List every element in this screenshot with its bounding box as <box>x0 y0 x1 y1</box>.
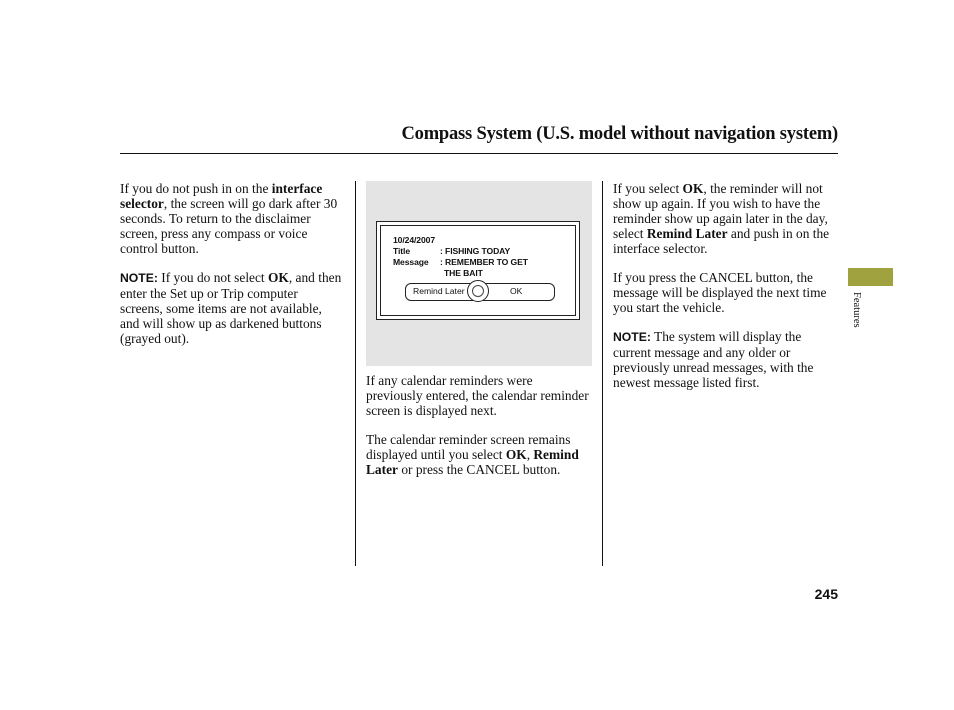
section-tab <box>848 268 893 286</box>
column-1 <box>120 181 342 360</box>
screen-illustration <box>366 181 592 366</box>
column-2 <box>366 373 592 491</box>
interface-selector-knob-icon <box>467 280 489 302</box>
remind-later-button[interactable]: Remind Later <box>413 286 465 296</box>
message-line-1: : REMEMBER TO GET <box>440 257 528 267</box>
paragraph: If any calendar reminders were previously entered, the calendar reminder screen is displayed next. <box>366 373 589 418</box>
reminder-date: 10/24/2007 <box>393 235 436 245</box>
page-title: Compass System (U.S. model without navigation system) <box>401 124 838 144</box>
column-divider <box>602 181 603 566</box>
paragraph: If you do not push in on the interface selector, the screen will go dark after 30 seconds. To return to the disclaimer screen, press any compass or voice control button. <box>120 181 338 256</box>
ok-button[interactable]: OK <box>510 286 523 296</box>
message-label: Message <box>393 257 429 267</box>
note-label: NOTE: <box>613 330 651 344</box>
column-divider <box>355 181 356 566</box>
title-rule <box>120 153 838 154</box>
paragraph: If you select OK, the reminder will not show up again. If you wish to have the reminder show up again later in the day, select Remind Later and push in on the interface selector. <box>613 181 830 256</box>
column-3 <box>613 181 840 404</box>
title-label: Title <box>393 246 411 256</box>
title-value: : FISHING TODAY <box>440 246 511 256</box>
note-paragraph: NOTE: If you do not select OK, and then enter the Set up or Trip computer screens, some items are not available, and will show up as darkened buttons (grayed out). <box>120 270 342 346</box>
message-line-2: THE BAIT <box>444 268 483 278</box>
page-number: 245 <box>814 586 838 602</box>
note-label: NOTE: <box>120 271 158 285</box>
section-tab-label: Features <box>851 292 862 328</box>
calendar-reminder-screen <box>376 221 580 320</box>
paragraph: The calendar reminder screen remains displayed until you select OK, Remind Later or press the CANCEL button. <box>366 432 579 477</box>
paragraph: If you press the CANCEL button, the message will be displayed the next time you start the vehicle. <box>613 270 827 315</box>
note-paragraph: NOTE: The system will display the current message and any older or previously unread messages, with the newest message listed first. <box>613 329 814 390</box>
